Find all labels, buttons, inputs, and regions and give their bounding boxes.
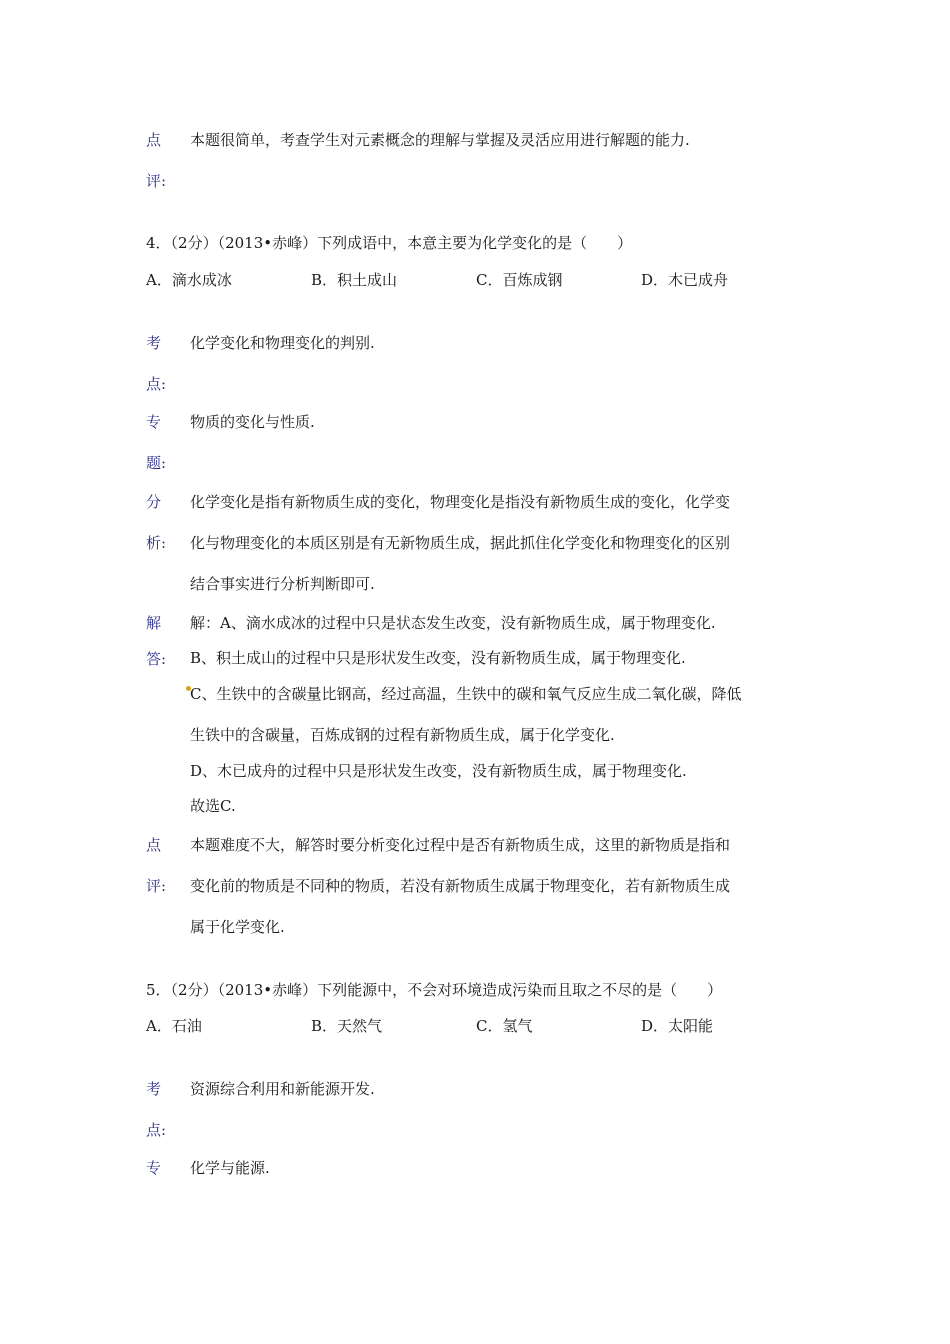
q5-option-a: A．石油: [146, 1017, 202, 1035]
label-dianping-a: 点: [146, 131, 162, 149]
q4-option-b: B．积土成山: [311, 271, 398, 289]
q5-option-c: C．氢气: [476, 1017, 533, 1035]
q4-label-fenxi-a: 分: [146, 493, 162, 511]
q4-dianping-line: 本题难度不大，解答时要分析变化过程中是否有新物质生成，这里的新物质是指和: [190, 836, 731, 854]
q4-fenxi-line: 结合事实进行分析判断即可.: [190, 575, 375, 593]
q4-label-zhuanti-b: 题:: [146, 454, 167, 472]
q5-stem: 5．（2分）（2013•赤峰）下列能源中，不会对环境造成污染而且取之不尽的是（ ）: [146, 981, 723, 999]
dianping-text: 本题很简单，考查学生对元素概念的理解与掌握及灵活应用进行解题的能力.: [190, 131, 690, 149]
q4-label-fenxi-b: 析:: [146, 534, 167, 552]
q5-label-zhuanti-a: 专: [146, 1159, 162, 1177]
q4-option-d: D．木已成舟: [641, 271, 729, 289]
q4-jieda-line: 故选C.: [190, 797, 236, 815]
q4-label-kaodian-b: 点:: [146, 375, 167, 393]
q4-zhuanti-text: 物质的变化与性质.: [190, 413, 315, 431]
q5-kaodian-text: 资源综合利用和新能源开发.: [190, 1080, 375, 1098]
q4-fenxi-line: 化与物理变化的本质区别是有无新物质生成，据此抓住化学变化和物理变化的区别: [190, 534, 731, 552]
q4-jieda-line: 解：A、滴水成冰的过程中只是状态发生改变，没有新物质生成，属于物理变化.: [190, 614, 716, 632]
q4-jieda-line: B、积土成山的过程中只是形状发生改变，没有新物质生成，属于物理变化.: [190, 649, 686, 667]
q4-label-kaodian-a: 考: [146, 334, 162, 352]
q4-kaodian-text: 化学变化和物理变化的判别.: [190, 334, 375, 352]
q4-option-a: A．滴水成冰: [146, 271, 232, 289]
q4-jieda-line: C、生铁中的含碳量比钢高，经过高温，生铁中的碳和氧气反应生成二氧化碳，降低: [190, 685, 742, 703]
q4-label-dianping-b: 评:: [146, 877, 167, 895]
q4-label-jieda-b: 答:: [146, 650, 167, 668]
q4-label-dianping-a: 点: [146, 836, 162, 854]
q4-jieda-line: 生铁中的含碳量，百炼成钢的过程有新物质生成，属于化学变化.: [190, 726, 615, 744]
q5-option-d: D．太阳能: [641, 1017, 714, 1035]
q4-label-zhuanti-a: 专: [146, 413, 162, 431]
q5-option-b: B．天然气: [311, 1017, 383, 1035]
q4-fenxi-line: 化学变化是指有新物质生成的变化，物理变化是指没有新物质生成的变化，化学变: [190, 493, 731, 511]
q5-label-kaodian-a: 考: [146, 1080, 162, 1098]
q5-label-kaodian-b: 点:: [146, 1121, 167, 1139]
q4-jieda-line: D、木已成舟的过程中只是形状发生改变，没有新物质生成，属于物理变化.: [190, 762, 687, 780]
q4-label-jieda-a: 解: [146, 614, 162, 632]
q4-dianping-line: 变化前的物质是不同种的物质，若没有新物质生成属于物理变化，若有新物质生成: [190, 877, 731, 895]
q4-stem: 4．（2分）（2013•赤峰）下列成语中，本意主要为化学变化的是（ ）: [146, 234, 633, 252]
q4-dianping-line: 属于化学变化.: [190, 918, 285, 936]
q4-option-c: C．百炼成钢: [476, 271, 563, 289]
label-dianping-b: 评:: [146, 172, 167, 190]
q5-zhuanti-text: 化学与能源.: [190, 1159, 270, 1177]
